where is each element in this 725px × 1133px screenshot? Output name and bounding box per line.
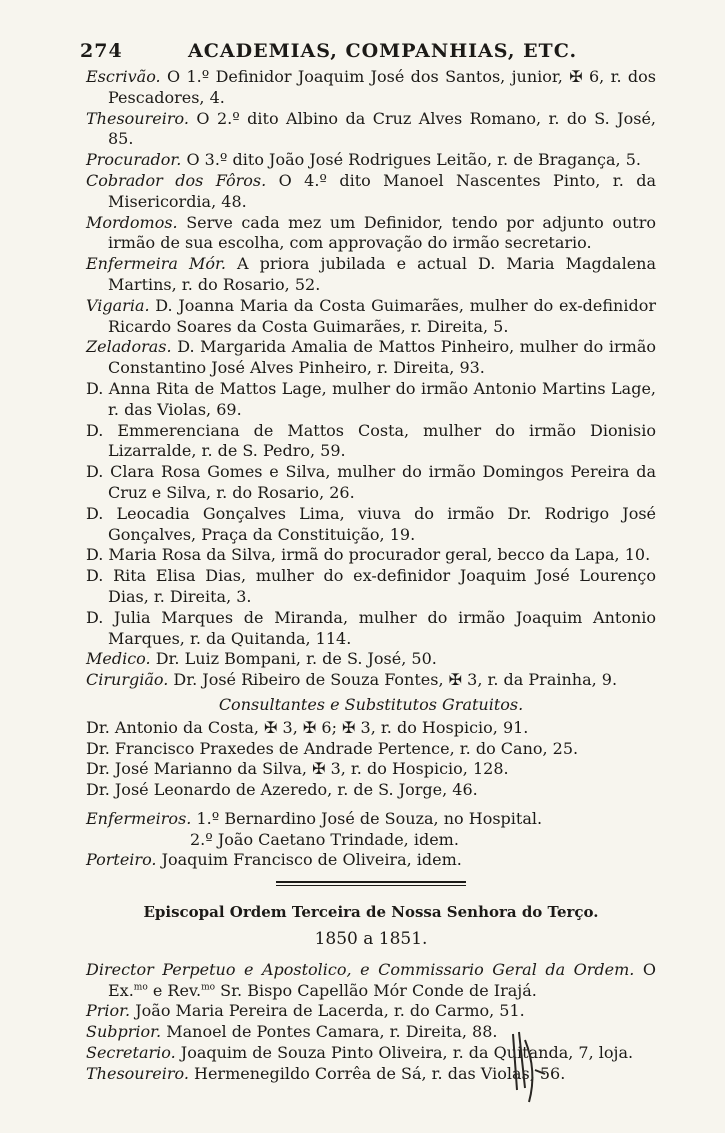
entry-director (86, 960, 656, 1002)
entry-text: Joaquim de Souza Pinto Oliveira, r. da Quitanda, 7, loja. (175, 1043, 634, 1063)
entry-procurador (86, 150, 656, 171)
entry-text: D. Emmerenciana de Mattos Costa, mulher do irmão Dionisio Lizarralde, r. de S. Pedro, 59. (86, 420, 656, 461)
entry-label: Enfermeiros. (86, 808, 192, 828)
entry-zeladora (86, 566, 656, 608)
entry-enfermeira-mor (86, 254, 656, 296)
entry-text: e Rev. (147, 980, 202, 1000)
entry-text: O Ex. (108, 959, 657, 1000)
entry-label: Enfermeira Mór. (86, 254, 226, 274)
entry-label: Subprior. (86, 1022, 162, 1042)
entry-thesoureiro-2 (86, 1064, 656, 1085)
entry-text: Manoel de Pontes Camara, r. Direita, 88. (161, 1022, 498, 1042)
running-title: ACADEMIAS, COMPANHIAS, ETC. (188, 40, 578, 62)
page-header (80, 40, 680, 66)
entry-prior (86, 1001, 656, 1022)
consultant-entry: Dr. Antonio da Costa, ✠ 3, ✠ 6; ✠ 3, r. do Hospicio, 91. (86, 717, 529, 737)
entry-text: Sr. Bispo Capellão Mór Conde de Irajá. (215, 980, 537, 1000)
entry-text: D. Leocadia Gonçalves Lima, viuva do irmão Dr. Rodrigo José Gonçalves, Praça da Constituição, 19. (86, 503, 656, 544)
entry-text: O 3.º dito João José Rodrigues Leitão, r. de Bragança, 5. (181, 150, 641, 170)
entry-zeladora (86, 379, 656, 421)
entry-text: D. Margarida Amalia de Mattos Pinheiro, mulher do irmão Constantino José Alves Pinheiro, r. Direita, 93. (108, 337, 656, 378)
section-divider (276, 881, 466, 886)
entry-subprior (86, 1022, 656, 1043)
entry-text: D. Clara Rosa Gomes e Silva, mulher do irmão Domingos Pereira da Cruz e Silva, r. do Rosario, 26. (86, 462, 656, 502)
page-number: 274 (80, 40, 123, 62)
entry-cobrador (86, 171, 656, 213)
consultants-heading: Consultantes e Substitutos Gratuitos. (218, 694, 524, 714)
entry-text: D. Joanna Maria da Costa Guimarães, mulher do ex-definidor Ricardo Soares da Costa Guimarães, r. Direita, 5. (108, 295, 656, 336)
entry-escrivao (86, 67, 656, 109)
consultant-entry: Dr. José Marianno da Silva, ✠ 3, r. do Hospicio, 128. (86, 759, 509, 779)
entry-text: D. Maria Rosa da Silva, irmã do procurador geral, becco da Lapa, 10. (86, 545, 651, 565)
ink-mark (505, 1030, 565, 1110)
consultant-entry: Dr. Francisco Praxedes de Andrade Pertence, r. do Cano, 25. (86, 738, 579, 758)
entry-mordomos (86, 213, 656, 255)
entry-label: Secretario. (86, 1043, 176, 1063)
entry-text: D. Anna Rita de Mattos Lage, mulher do irmão Antonio Martins Lage, r. das Violas, 69. (86, 378, 656, 419)
entry-text: Dr. José Ribeiro de Souza Fontes, ✠ 3, r. da Prainha, 9. (168, 670, 618, 690)
spacer (86, 801, 656, 809)
entry-cirurgiao (86, 670, 656, 691)
entry-zeladora (86, 545, 656, 566)
entry-label: Cobrador dos Fôros. (86, 170, 267, 190)
entry-medico (86, 649, 656, 670)
entry-zeladora (86, 421, 656, 463)
entry-label: Medico. (86, 649, 151, 669)
entry-label: Mordomos. (86, 212, 178, 232)
section-years: 1850 a 1851. (314, 929, 428, 950)
consultant-entry: Dr. José Leonardo de Azeredo, r. de S. Jorge, 46. (86, 780, 478, 800)
entry-thesoureiro (86, 109, 656, 151)
entry-secretario (86, 1043, 656, 1064)
entry-zeladora (86, 608, 656, 650)
page-body (86, 67, 656, 1085)
entry-label: Thesoureiro. (86, 108, 189, 128)
entry-porteiro (86, 850, 656, 871)
entry-text: O 1.º Definidor Joaquim José dos Santos, junior, ✠ 6, r. dos Pescadores, 4. (108, 67, 656, 107)
entry-text: A priora jubilada e actual D. Maria Magdalena Martins, r. do Rosario, 52. (108, 254, 657, 294)
entry-label: Thesoureiro. (86, 1063, 189, 1083)
superscript: mo (133, 982, 148, 993)
entry-text: João Maria Pereira de Lacerda, r. do Carmo, 51. (130, 1001, 525, 1021)
entry-enfermeiros (86, 809, 656, 830)
entry-zeladora (86, 504, 656, 546)
entry-text: D. Julia Marques de Miranda, mulher do irmão Joaquim Antonio Marques, r. da Quitanda, 114. (86, 607, 656, 648)
entry-vigaria (86, 296, 656, 338)
entry-text: O 2.º dito Albino da Cruz Alves Romano, r. do S. José, 85. (108, 108, 656, 149)
entry-text: 1.º Bernardino José de Souza, no Hospital. (191, 808, 543, 828)
entry-label: Zeladoras. (86, 337, 172, 357)
entry-label: Director Perpetuo e Apostolico, e Commissario Geral da Ordem. (86, 959, 635, 979)
entry-label: Procurador. (86, 150, 182, 170)
entry-text: Dr. Luiz Bompani, r. de S. José, 50. (150, 649, 437, 669)
entry-enfermeiro-2: 2.º João Caetano Trindade, idem. (190, 829, 459, 849)
section-title: Episcopal Ordem Terceira de Nossa Senhora do Terço. (143, 903, 599, 922)
entry-label: Escrivão. (86, 67, 161, 86)
entry-label: Porteiro. (86, 850, 157, 870)
entry-label: Prior. (86, 1001, 131, 1021)
entry-label: Cirurgião. (86, 670, 169, 690)
entry-text: O 4.º dito Manoel Nascentes Pinto, r. da Misericordia, 48. (108, 170, 656, 211)
superscript: mo (201, 982, 216, 993)
entry-text: Serve cada mez um Definidor, tendo por adjunto outro irmão de sua escolha, com approvação do irmão secretario. (108, 212, 656, 253)
entry-label: Vigaria. (86, 295, 150, 315)
entry-text: Joaquim Francisco de Oliveira, idem. (156, 850, 462, 870)
entry-text: D. Rita Elisa Dias, mulher do ex-definidor Joaquim José Lourenço Dias, r. Direita, 3. (86, 566, 656, 606)
entry-zeladora (86, 462, 656, 504)
entry-zeladoras (86, 337, 656, 379)
entry-text: Hermenegildo Corrêa de Sá, r. das Violas, 56. (188, 1063, 566, 1083)
